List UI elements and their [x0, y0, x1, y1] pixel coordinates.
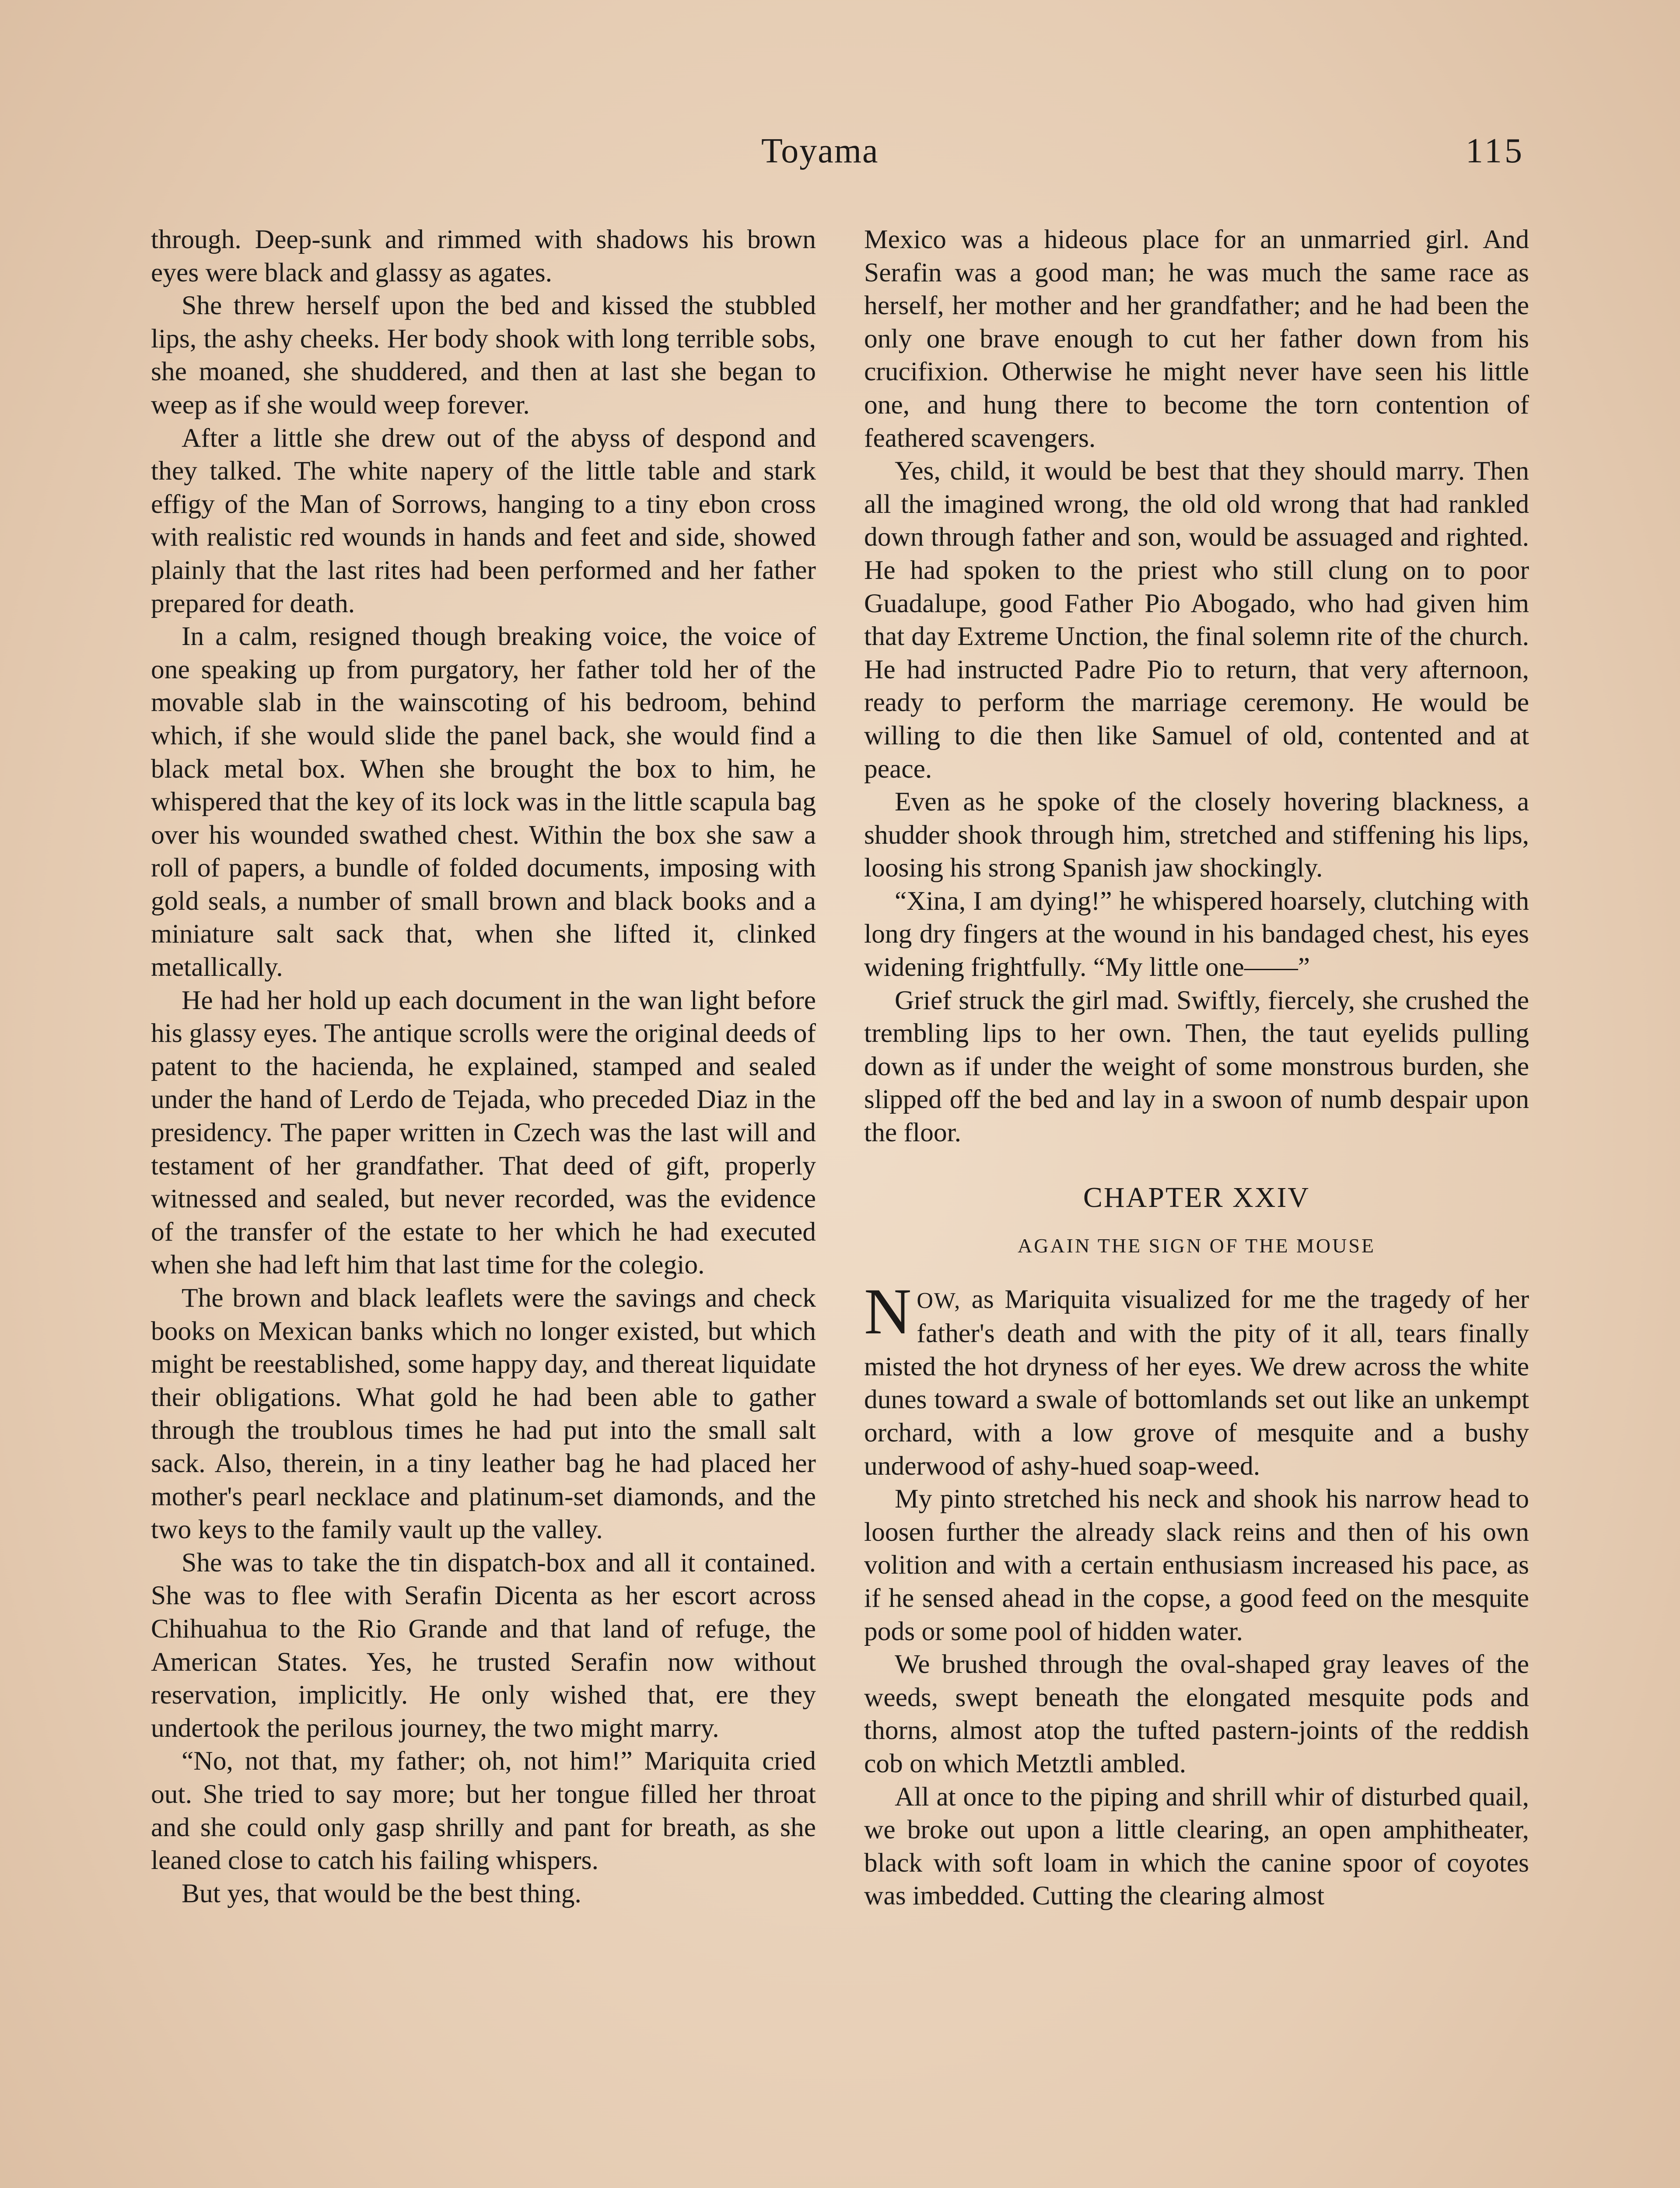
page-header: [0, 131, 1680, 184]
paragraph: Even as he spoke of the closely hovering blackness, a shudder shook through him, stretched and stiffening his lips, loosing his strong Spanish jaw shockingly.: [864, 787, 1529, 883]
paragraph: “Xina, I am dying!” he whispered hoarsely, clutching with long dry fingers at the wound in his bandaged chest, his eyes widening frightfully. “My little one——”: [864, 886, 1529, 982]
chapter-heading: CHAPTER XXIV: [1083, 1181, 1310, 1213]
paragraph: After a little she drew out of the abyss of despond and they talked. The white napery of the little table and stark effigy of the Man of Sorrows, hanging to a tiny ebon cross with realistic red wounds in hands and feet and side, showed plainly that the last rites had been performed and her father prepared for death.: [151, 423, 816, 618]
paragraph: But yes, that would be the best thing.: [182, 1878, 581, 1908]
paragraph: Mexico was a hideous place for an unmarried girl. And Serafin was a good man; he was much the same race as herself, her mother and her grandfather; and he had been the only one brave enough to cut her father down from his crucifixion. Otherwise he might never have seen his little one, and hung there to become the torn contention of feathered scavengers.: [864, 224, 1529, 453]
page-number: 115: [1466, 132, 1525, 170]
paragraph: We brushed through the oval-shaped gray leaves of the weeds, swept beneath the elongated mesquite pods and thorns, almost atop the tufted pastern-joints of the reddish cob on which Metztli ambled.: [864, 1649, 1529, 1778]
left-column: [151, 223, 816, 1910]
opening-text: as Mariquita visualized for me the tragedy of her father's death and with the pity of it all, tears finally misted the hot dryness of her eyes. We drew across the white dunes toward a swale of bottomlands set out like an unkempt orchard, with a low grove of mesquite and a bushy underwood of ashy-hued soap-weed.: [864, 1284, 1529, 1481]
right-column: [864, 223, 1529, 1913]
paragraph: He had her hold up each document in the wan light before his glassy eyes. The antique scrolls were the original deeds of patent to the hacienda, he explained, stamped and sealed under the hand of Lerdo de Tejada, who preceded Diaz in the presidency. The paper written in Czech was the last will and testament of her grandfather. That deed of gift, properly witnessed and sealed, but never recorded, was the evidence of the transfer of the estate to her which he had executed when she had left him that last time for the colegio.: [151, 985, 816, 1280]
paragraph: through. Deep-sunk and rimmed with shadows his brown eyes were black and glassy as agates.: [151, 224, 816, 288]
paragraph: She was to take the tin dispatch-box and all it contained. She was to flee with Serafin Dicenta as her escort across Chihuahua to the Rio Grande and that land of refuge, the American States. Yes, he trusted Serafin now without reservation, implicitly. He only wished that, ere they undertook the perilous journey, the two might marry.: [151, 1547, 816, 1743]
paragraph: In a calm, resigned though breaking voice, the voice of one speaking up from purgatory, her father told her of the movable slab in the wainscoting of his bedroom, behind which, if she would slide the panel back, she would find a black metal box. When she brought the box to him, he whispered that the key of its lock was in the little scapula bag over his wounded swathed chest. Within the box she saw a roll of papers, a bundle of folded documents, imposing with gold seals, a number of small brown and black books and a miniature salt sack that, when she lifted it, clinked metallically.: [151, 621, 816, 982]
chapter-opening-paragraph: [864, 1275, 1529, 1483]
paragraph: She threw herself upon the bed and kissed the stubbled lips, the ashy cheeks. Her body shook with long terrible sobs, she moaned, she shuddered, and then at last she began to weep as if she would weep forever.: [151, 291, 816, 420]
paragraph: All at once to the piping and shrill whir of disturbed quail, we broke out upon a little clearing, an open amphitheater, black with soft loam in which the canine spoor of coyotes was imbedded. Cutting the clearing almost: [864, 1781, 1529, 1911]
running-title: Toyama: [761, 132, 879, 170]
paragraph: Yes, child, it would be best that they should marry. Then all the imagined wrong, the old old wrong that had rankled down through father and son, would be assuaged and righted. He had spoken to the priest who still clung on to poor Guadalupe, good Father Pio Abogado, who had given him that day Extreme Unction, the final solemn rite of the church. He had instructed Padre Pio to return, that very afternoon, ready to perform the marriage ceremony. He would be willing to die then like Samuel of old, contented and at peace.: [864, 456, 1529, 784]
paragraph: “No, not that, my father; oh, not him!” Mariquita cried out. She tried to say more; but her tongue filled her throat and she could only gasp shrilly and pant for breath, as she leaned close to catch his failing whispers.: [151, 1746, 816, 1876]
paragraph: The brown and black leaflets were the savings and check books on Mexican banks which no longer existed, but which might be reestablished, some happy day, and thereat liquidate their obligations. What gold he had been able to gather through the troublous times he had put into the small salt sack. Also, therein, in a tiny leather bag he had placed her mother's pearl necklace and platinum-set diamonds, and the two keys to the family vault up the valley.: [151, 1283, 816, 1545]
drop-cap: N: [864, 1275, 912, 1348]
chapter-subtitle: AGAIN THE SIGN OF THE MOUSE: [1017, 1234, 1376, 1257]
paragraph: My pinto stretched his neck and shook his narrow head to loosen further the already slack reins and then of his own volition and with a certain enthusiasm increased his pace, as if he sensed ahead in the copse, a good feed on the mesquite pods or some pool of hidden water.: [864, 1484, 1529, 1646]
paragraph: Grief struck the girl mad. Swiftly, fiercely, she crushed the trembling lips to her own. Then, the taut eyelids pulling down as if under the weight of some monstrous burden, she slipped off the bed and lay in a swoon of numb despair upon the floor.: [864, 985, 1529, 1148]
first-word: OW,: [917, 1288, 961, 1313]
